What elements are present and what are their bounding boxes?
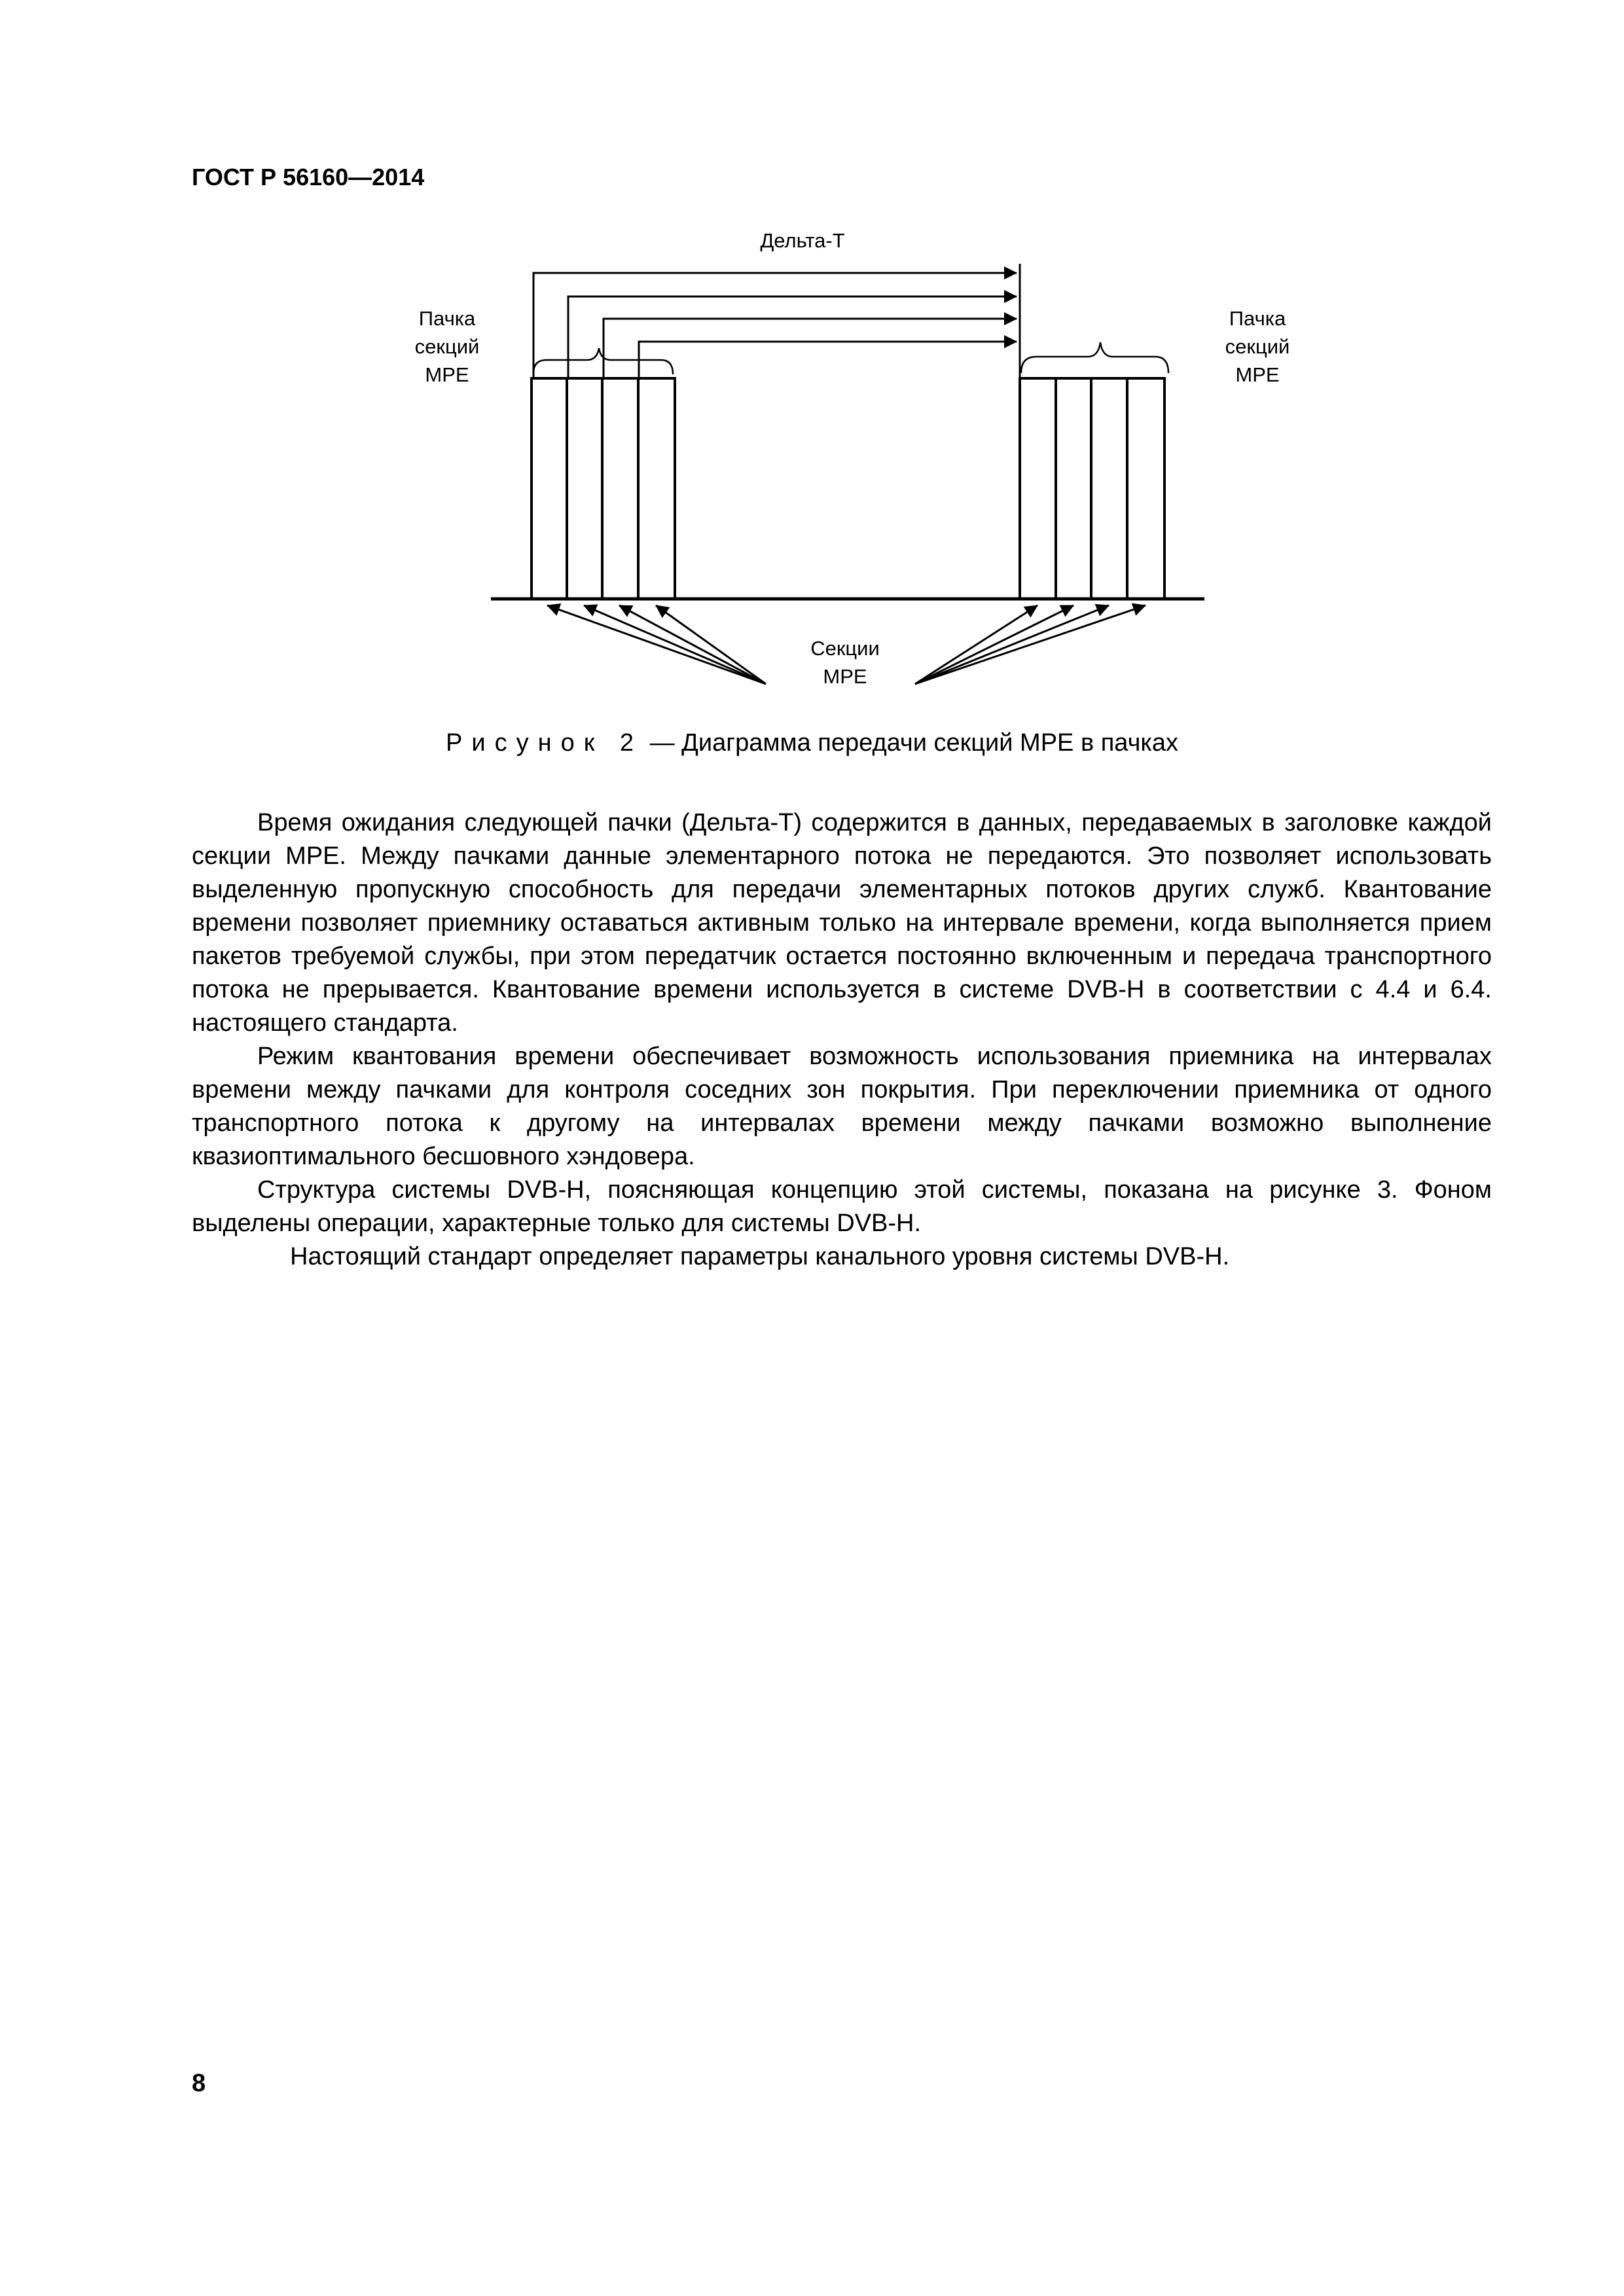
body-text [192,806,1492,1274]
right-burst-label-line-3: MPE [1235,363,1280,386]
left-burst-label-line-1: Пачка [418,307,476,330]
figure-caption [0,729,1624,757]
right-burst-label [1225,307,1290,386]
braces [533,342,1168,374]
sections-label-line-1: Секции [810,637,880,660]
left-burst [532,378,675,599]
paragraph: Настоящий стандарт определяет параметры канального уровня системы DVB-H. [290,1243,1230,1270]
left-burst-label-line-3: MPE [425,363,469,386]
left-burst-label-line-2: секций [414,335,480,358]
delta-t-label: Дельта-Т [760,229,845,252]
sections-label [810,637,880,688]
sections-label-line-2: MPE [823,665,867,688]
right-burst-label-line-2: секций [1225,335,1290,358]
right-burst-label-line-1: Пачка [1229,307,1286,330]
right-burst [1020,378,1164,599]
left-burst-label [415,307,480,386]
figure-caption-lead: Рисунок 2 [446,729,643,757]
figure-caption-text: — Диаграмма передачи секций MPE в пачках [643,729,1178,757]
document-header: ГОСТ Р 56160—2014 [192,164,425,190]
page-number: 8 [192,2070,206,2097]
paragraph: Время ожидания следующей пачки (Дельта-Т) содержится в данных, передаваемых в заголовке каждой секции MPE. Между пачками данные элементарного потока не передаются. Это позволяет использовать выделенную пропускную способность для передачи элементарных потоков других служб. Квантование времени позволяет приемнику оставаться активным только на интервале времени, когда выполняется прием пакетов требуемой службы, при этом передатчик остается постоянно включенным и передача транспортного потока не прерывается. Квантование времени используется в системе DVB-H в соответствии с 4.4 и 6.4. настоящего стандарта. [192,809,1492,1037]
mpe-burst-diagram [0,0,1624,733]
paragraph: Структура системы DVB-H, поясняющая концепцию этой системы, показана на рисунке 3. Фоном выделены операции, характерные только для системы DVB-H. [192,1176,1492,1237]
delta-t-arrows [533,264,1020,378]
paragraph: Режим квантования времени обеспечивает возможность использования приемника на интервалах времени между пачками для контроля соседних зон покрытия. При переключении приемника от одного транспортного потока к другому на интервалах времени между пачками возможно выполнение квазиоптимального бесшовного хэндовера. [192,1043,1492,1170]
